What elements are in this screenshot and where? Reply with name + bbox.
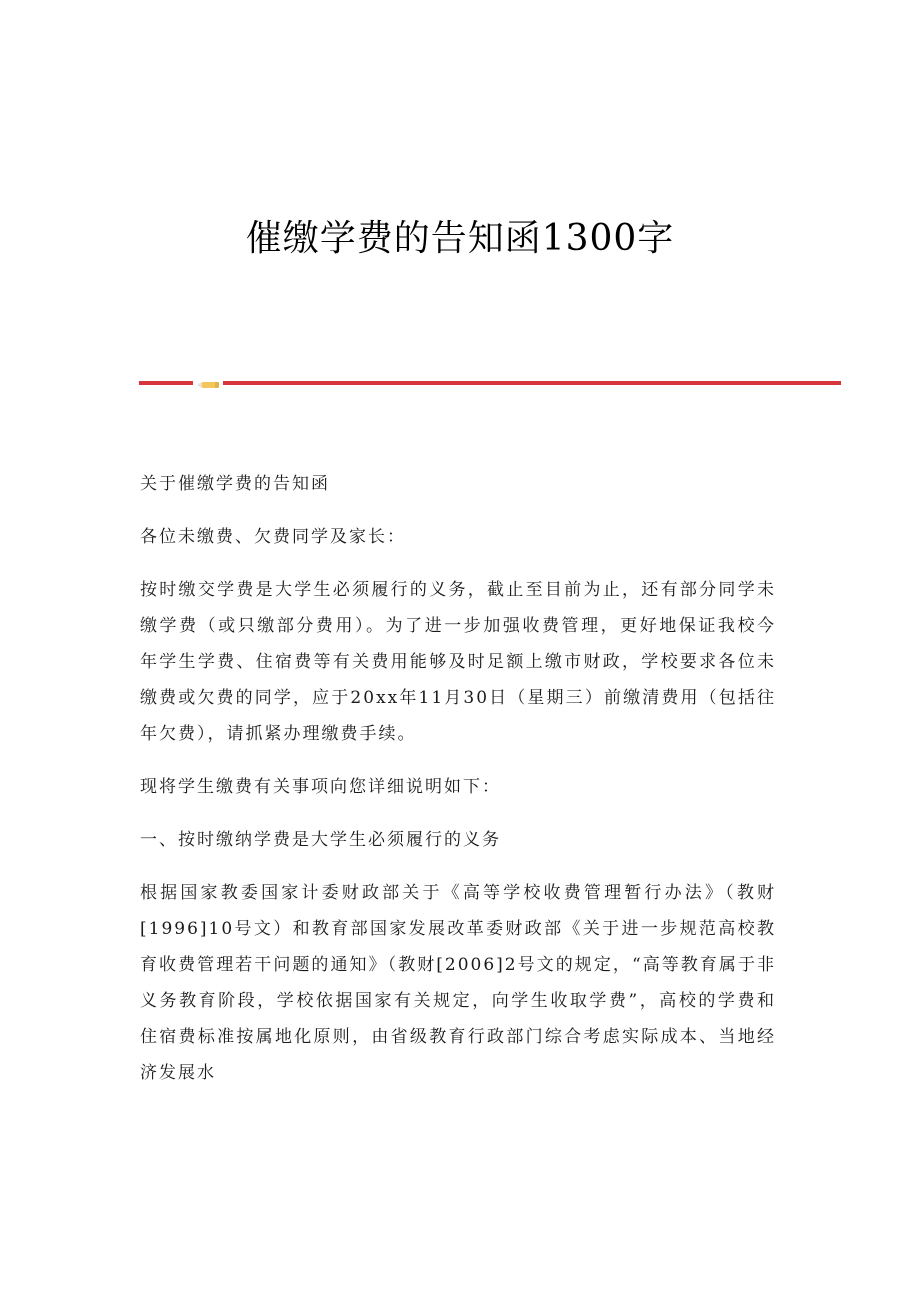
paragraph-intro: 现将学生缴费有关事项向您详细说明如下： bbox=[140, 777, 501, 797]
paragraph-notice: 按时缴交学费是大学生必须履行的义务，截止至目前为止，还有部分同学未缴学费（或只缴部分费用）。为了进一步加强收费管理，更好地保证我校今年学生学费、住宿费等有关费用能够及时足额上缴市财政，学校要求各位未缴费或欠费的同学，应于20xx年11月30日（星期三）前缴清费用（包括往年欠费），请抓紧办理缴费手续。 bbox=[140, 580, 776, 744]
paragraph-heading: 关于催缴学费的告知函 bbox=[140, 474, 330, 494]
section-heading-1: 一、按时缴纳学费是大学生必须履行的义务 bbox=[140, 830, 501, 850]
document-body bbox=[140, 466, 776, 1108]
divider-bar-left bbox=[139, 381, 193, 385]
pencil-icon bbox=[197, 381, 219, 389]
paragraph-regulation: 根据国家教委国家计委财政部关于《高等学校收费管理暂行办法》（教财[1996]10号文）和教育部国家发展改革委财政部《关于进一步规范高校教育收费管理若干问题的通知》（教财[2006]2号文的规定，“高等教育属于非义务教育阶段，学校依据国家有关规定，向学生收取学费”，高校的学费和住宿费标准按属地化原则，由省级教育行政部门综合考虑实际成本、当地经济发展水 bbox=[140, 883, 776, 1083]
title-divider bbox=[139, 379, 841, 389]
paragraph-salutation: 各位未缴费、欠费同学及家长： bbox=[140, 527, 406, 547]
page-title: 催缴学费的告知函1300字 bbox=[245, 218, 675, 259]
divider-bar-right bbox=[223, 381, 841, 385]
